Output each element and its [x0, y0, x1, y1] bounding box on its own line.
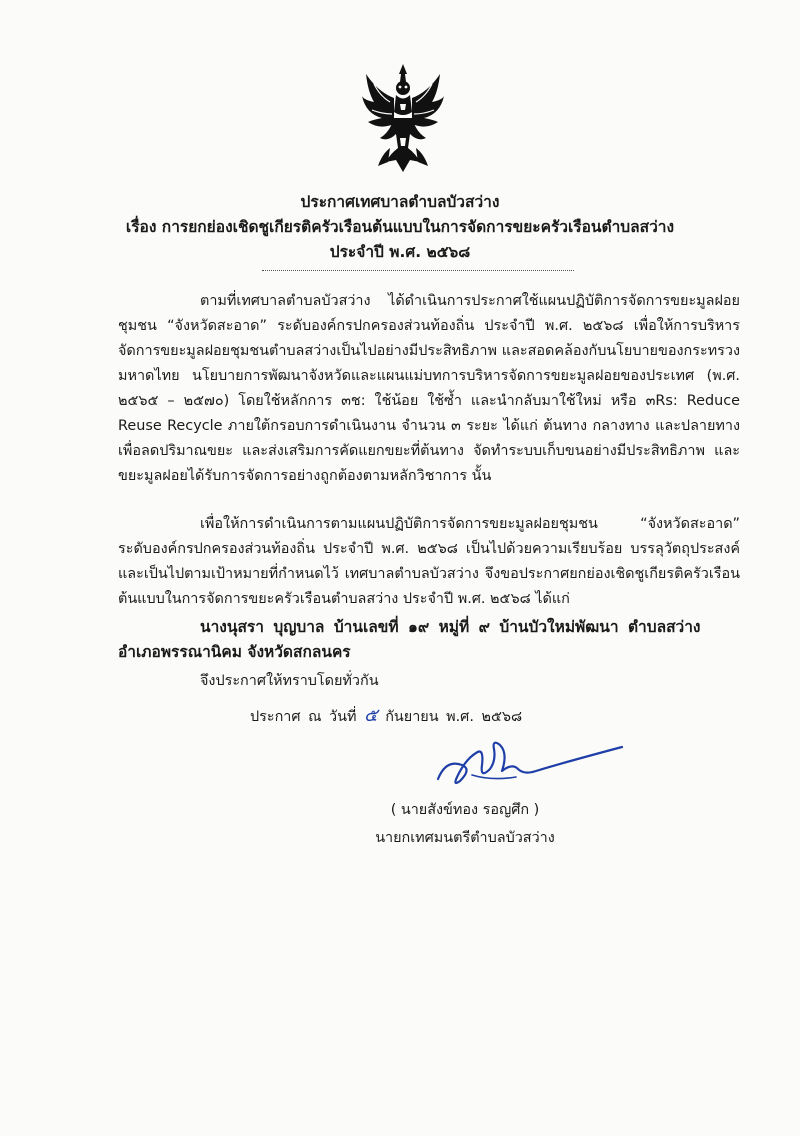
paragraph-1-text: ตามที่เทศบาลตำบลบัวสว่าง ได้ดำเนินการประกาศใช้แผนปฏิบัติการจัดการขยะมูลฝอยชุมชน “จังหวัดสะอาด” ระดับองค์กรปกครองส่วนท้องถิ่น ประจำปี พ.ศ. ๒๕๖๘ เพื่อให้การบริหารจัดการขยะมูลฝอยชุมชนตำบลสว่างเป็นไปอย่างมีประสิทธิภาพ และสอดคล้องกับนโยบายของกระทรวงมหาดไทย นโยบายการพัฒนาจังหวัดและแผนแม่บทการบริหารจัดการขยะมูลฝอยของประเทศ (พ.ศ. ๒๕๖๕ – ๒๕๗๐) โดยใช้หลักการ ๓ช: ใช้น้อย ใช้ซ้ำ และนำกลับมาใช้ใหม่ หรือ ๓Rs: Reduce Reuse Recycle ภายใต้กรอบการดำเนินงาน จำนวน ๓ ระยะ ได้แก่ ต้นทาง กลางทาง และปลายทาง เพื่อลดปริมาณขยะ และส่งเสริมการคัดแยกขยะที่ต้นทาง จัดทำระบบเก็บขนอย่างมีประสิทธิภาพ และขยะมูลฝอยได้รับการจัดการอย่างถูกต้องตามหลักวิชาการ นั้น — [118, 293, 740, 484]
date-suffix: กันยายน พ.ศ. ๒๕๖๘ — [385, 709, 523, 725]
body-paragraph-2 — [118, 512, 740, 612]
announcement-date — [250, 703, 522, 730]
signatory-name: ( นายสังข์ทอง รอญศึก ) — [390, 802, 540, 818]
header-separator — [262, 270, 574, 271]
paragraph-2-text: เพื่อให้การดำเนินการตามแผนปฏิบัติการจัดการขยะมูลฝอยชุมชน “จังหวัดสะอาด” ระดับองค์กรปกครองส่วนท้องถิ่น ประจำปี พ.ศ. ๒๕๖๘ เป็นไปด้วยความเรียบร้อย บรรลุวัตถุประสงค์ และเป็นไปตามเป้าหมายที่กำหนดไว้ เทศบาลตำบลบัวสว่าง จึงขอประกาศยกย่องเชิดชูเกียรติครัวเรือนต้นแบบในการจัดการขยะครัวเรือนตำบลสว่าง ประจำปี พ.ศ. ๒๕๖๘ ได้แก่ — [118, 516, 740, 607]
announcement-issuer: ประกาศเทศบาลตำบลบัวสว่าง — [300, 193, 500, 211]
recipient-district-province: อำเภอพรรณานิคม จังหวัดสกลนคร — [118, 643, 351, 661]
body-paragraph-1 — [118, 289, 740, 489]
recipient-block — [118, 615, 758, 665]
announcement-header — [0, 190, 800, 265]
signatory-position: นายกเทศมนตรีตำบลบัวสว่าง — [375, 830, 555, 846]
date-day-handwritten: ๕ — [364, 705, 378, 726]
date-prefix: ประกาศ ณ วันที่ — [250, 709, 357, 725]
garuda-emblem-icon — [360, 62, 446, 174]
announcement-year: ประจำปี พ.ศ. ๒๕๖๘ — [329, 243, 471, 261]
announcement-subject: เรื่อง การยกย่องเชิดชูเกียรติครัวเรือนต้นแบบในการจัดการขยะครัวเรือนตำบลสว่าง — [125, 218, 675, 236]
public-notice-line: จึงประกาศให้ทราบโดยทั่วกัน — [200, 673, 379, 689]
recipient-name-address: นางนุสรา บุญบาล บ้านเลขที่ ๑๙ หมู่ที่ ๙ บ้านบัวใหม่พัฒนา ตำบลสว่าง — [200, 618, 701, 636]
handwritten-signature-icon — [432, 735, 632, 795]
